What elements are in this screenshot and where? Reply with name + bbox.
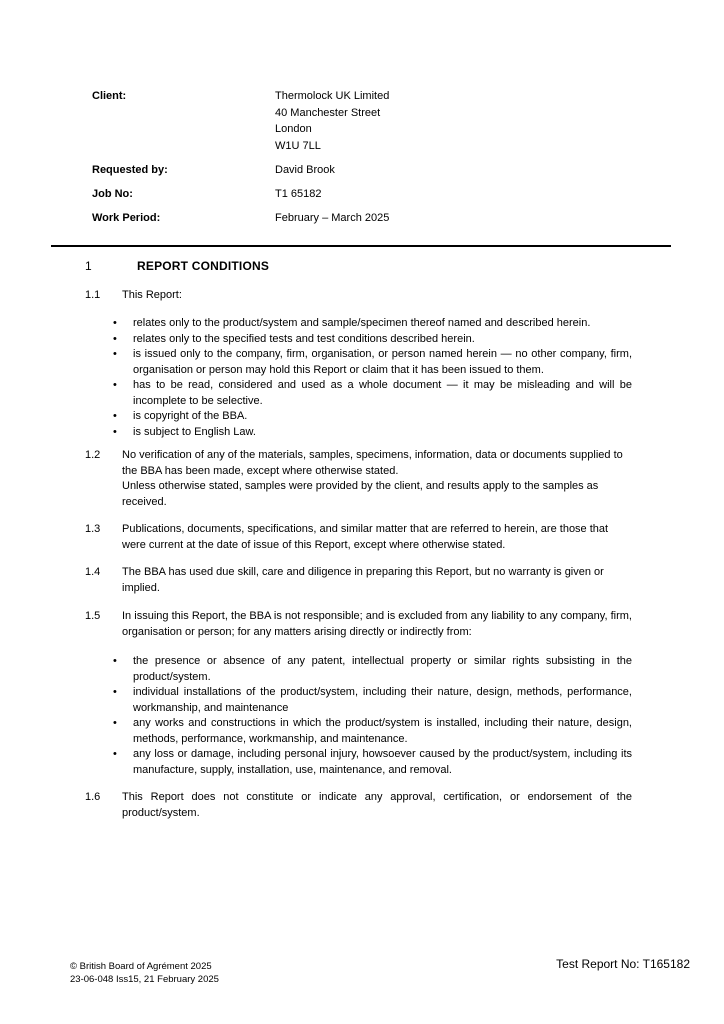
client-label: Client: (92, 90, 127, 102)
clause-paragraph: Unless otherwise stated, samples were provided by the client, and results apply to the samples as received. (122, 480, 599, 508)
footer-doc-ref: 23-06-048 Iss15, 21 February 2025 (70, 973, 219, 985)
clause-1-4 (85, 565, 632, 596)
report-conditions-section (85, 259, 632, 821)
section-number: 1 (85, 259, 92, 273)
clause-text: In issuing this Report, the BBA is not responsible; and is excluded from any liability to any company, firm, organisation or person; for any matters arising directly or indirectly from: (122, 610, 632, 638)
footer-report-no: Test Report No: T165182 (556, 957, 690, 971)
clause-text: The BBA has used due skill, care and diligence in preparing this Report, but no warranty is given or implied. (122, 566, 604, 594)
clause-number: 1.4 (85, 566, 101, 578)
bullet-item: • any loss or damage, including personal injury, howsoever caused by the product/system, including its manufacture, supply, installation, use, maintenance, and removal. (85, 747, 632, 778)
clause-number: 1.3 (85, 523, 101, 535)
address-line: 40 Manchester Street (275, 106, 381, 119)
clause-text: Publications, documents, specifications, and similar matter that are referred to herein, are those that were current at the date of issue of this Report, except where otherwise stated. (122, 523, 609, 551)
clause-number: 1.6 (85, 791, 101, 803)
footer-left-block (70, 961, 219, 986)
info-row-requested-by (92, 162, 389, 179)
clause-1-1 (85, 288, 632, 304)
bullet-item: • individual installations of the product/system, including their nature, design, methods, performance, workmanship, and maintenance (85, 685, 632, 716)
bullet-item: • has to be read, considered and used as a whole document — it may be misleading and will be incomplete to be selective. (85, 378, 632, 409)
bullet-item: • is issued only to the company, firm, organisation, or person named herein — no other company, firm, organisation or person may hold this Report or claim that it has been issued to them. (85, 347, 632, 378)
clause-number: 1.1 (85, 288, 101, 301)
address-line: London (275, 123, 312, 135)
requested-by-value: David Brook (275, 163, 335, 176)
clause-1-3 (85, 522, 632, 553)
clause-text (122, 448, 632, 510)
section-title: REPORT CONDITIONS (137, 259, 270, 273)
clause-1-5 (85, 609, 632, 640)
bullet-item: • relates only to the specified tests and test conditions described herein. (85, 332, 632, 348)
report-scope-bullet-list (85, 316, 632, 440)
requested-by-label: Requested by: (92, 163, 168, 176)
client-name: Thermolock UK Limited (275, 90, 390, 102)
report-info-block (92, 88, 389, 234)
bullet-item: • the presence or absence of any patent, intellectual property or similar rights subsisting in the product/system. (85, 654, 632, 685)
clause-1-6 (85, 790, 632, 821)
work-period-value: February – March 2025 (275, 211, 390, 224)
info-row-job-no (92, 186, 389, 203)
info-row-client (92, 88, 389, 154)
bullet-item: • any works and constructions in which the product/system is installed, including their nature, design, methods, performance, workmanship, and maintenance. (85, 716, 632, 747)
bullet-item: • is subject to English Law. (85, 425, 632, 441)
clause-number: 1.2 (85, 449, 101, 461)
clause-1-2 (85, 448, 632, 510)
bullet-item: • is copyright of the BBA. (85, 409, 632, 425)
client-address (275, 88, 389, 154)
address-line: W1U 7LL (275, 139, 321, 152)
section-divider (51, 245, 671, 247)
bullet-item: • relates only to the product/system and sample/specimen thereof named and described herein. (85, 316, 632, 332)
liability-exclusion-bullet-list (85, 654, 632, 778)
job-no-value: T1 65182 (275, 187, 322, 200)
footer-copyright: © British Board of Agrément 2025 (70, 961, 212, 972)
job-no-label: Job No: (92, 187, 133, 200)
work-period-label: Work Period: (92, 211, 161, 224)
clause-paragraph: No verification of any of the materials, samples, specimens, information, data or documents supplied to the BBA has been made, except where otherwise stated. (122, 449, 623, 477)
clause-text: This Report does not constitute or indicate any approval, certification, or endorsement of the product/system. (122, 791, 632, 819)
clause-number: 1.5 (85, 610, 101, 622)
section-heading (85, 259, 632, 275)
info-row-work-period (92, 210, 389, 227)
clause-text: This Report: (122, 288, 182, 301)
